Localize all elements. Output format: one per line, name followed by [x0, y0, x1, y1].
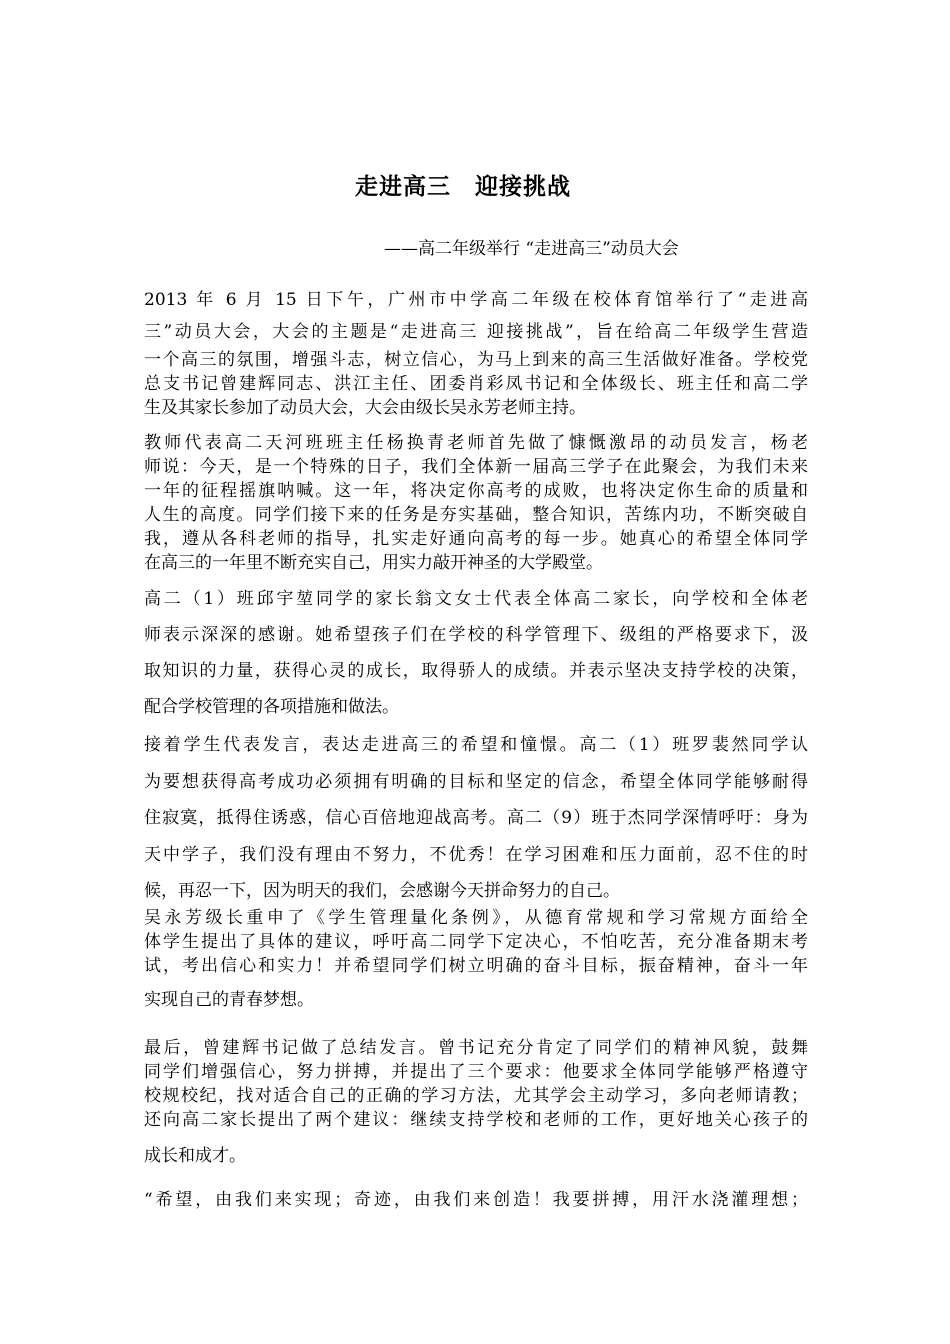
paragraph-line: 2013 年 6 月 15 日下午，广州市中学高二年级在校体育馆举行了“走进高 [144, 290, 808, 310]
paragraph-line: 最后，曾建辉书记做了总结发言。曾书记充分肯定了同学们的精神风貌，鼓舞 [144, 1038, 808, 1058]
paragraph-line: 天中学子，我们没有理由不努力，不优秀！在学习困难和压力面前，忍不住的时 [144, 844, 808, 865]
paragraph-line: 校规校纪，找对适合自己的正确的学习方法，尤其学会主动学习，多向老师请教； [144, 1086, 808, 1106]
paragraph-line: 试，考出信心和实力！并希望同学们树立明确的奋斗目标，振奋精神，奋斗一年 [144, 956, 808, 976]
paragraph-line: 师表示深深的感谢。她希望孩子们在学校的科学管理下、级组的严格要求下，汲 [144, 625, 808, 645]
paragraph-line: 在高三的一年里不断充实自己，用实力敲开神圣的大学殿堂。 [144, 553, 603, 573]
paragraph-line: 候，再忍一下，因为明天的我们，会感谢今天拼命努力的自己。 [144, 881, 620, 901]
paragraph-line: 同学们增强信心，努力拼搏，并提出了三个要求：他要求全体同学能够严格遵守 [144, 1062, 808, 1082]
paragraph-student-speech [144, 727, 808, 910]
paragraph-line: 总支书记曾建辉同志、洪江主任、团委肖彩凤书记和全体级长、班主任和高二学 [144, 374, 808, 394]
paragraph-line: 一年的征程摇旗呐喊。这一年，将决定你高考的成败，也将决定你生命的质量和 [144, 481, 808, 501]
paragraph-line: 还向高二家长提出了两个建议：继续支持学校和老师的工作，更好地关心孩子的 [144, 1110, 808, 1130]
paragraph-line: 成长和成才。 [144, 1146, 246, 1166]
paragraph-oath [144, 1188, 808, 1212]
paragraph-line: 一个高三的氛围，增强斗志，树立信心，为马上到来的高三生活做好准备。学校党 [144, 350, 808, 370]
paragraph-line: 教师代表高二天河班班主任杨换青老师首先做了慷慨激昂的动员发言，杨老 [144, 433, 808, 453]
paragraph-line: 体学生提出了具体的建议，呼吁高二同学下定决心，不怕吃苦，充分准备期末考 [144, 932, 808, 952]
paragraph-line: 三”动员大会，大会的主题是“走进高三 迎接挑战”，旨在给高二年级学生营造 [144, 322, 808, 342]
paragraph-line: 住寂寞，抵得住诱惑，信心百倍地迎战高考。高二（9）班于杰同学深情呼吁：身为 [144, 808, 808, 828]
paragraph-secretary-summary [144, 1036, 808, 1176]
paragraph-line: 师说：今天，是一个特殊的日子，我们全体新一届高三学子在此聚会，为我们未来 [144, 457, 808, 477]
paragraph-grade-leader [144, 906, 808, 1020]
paragraph-line: 接着学生代表发言，表达走进高三的希望和憧憬。高二（1）班罗裴然同学认 [144, 735, 808, 755]
paragraph-line: 取知识的力量，获得心灵的成长，取得骄人的成绩。并表示坚决支持学校的决策， [144, 661, 808, 681]
paragraph-line: 配合学校管理的各项措施和做法。 [144, 697, 399, 717]
paragraph-line: 我，遵从各科老师的指导，扎实走好通向高考的每一步。她真心的希望全体同学 [144, 529, 808, 549]
paragraph-line: 吴永芳级长重申了《学生管理量化条例》，从德育常规和学习常规方面给全 [144, 908, 808, 928]
paragraph-line: 生及其家长参加了动员大会，大会由级长吴永芳老师主持。 [144, 398, 586, 418]
paragraph-parent-speech [144, 581, 808, 725]
page-subtitle: ——高二年级举行 “走进高三”动员大会 [384, 239, 679, 259]
paragraph-line: 高二（1）班邱宇堃同学的家长翁文女士代表全体高二家长，向学校和全体老 [144, 589, 808, 609]
paragraph-line: 人生的高度。同学们接下来的任务是夯实基础，整合知识，苦练内功，不断突破自 [144, 505, 808, 525]
paragraph-line: 实现自己的青春梦想。 [144, 990, 314, 1010]
paragraph-opening [144, 284, 808, 420]
paragraph-teacher-speech [144, 431, 808, 575]
paragraph-line: “希望，由我们来实现；奇迹，由我们来创造！我要拼搏，用汗水浇灌理想； [144, 1190, 808, 1210]
page-title: 走进高三 迎接挑战 [355, 174, 571, 200]
paragraph-line: 为要想获得高考成功必须拥有明确的目标和坚定的信念，希望全体同学能够耐得 [144, 771, 808, 792]
